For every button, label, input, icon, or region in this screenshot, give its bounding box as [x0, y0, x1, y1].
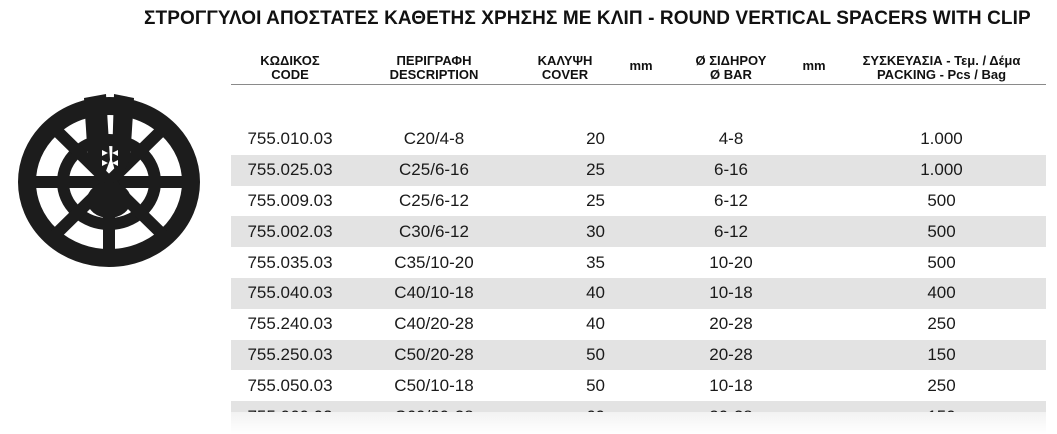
header-description: ΠΕΡΙΓΡΑΦΗ DESCRIPTION [389, 52, 479, 82]
cell-packing: 500 [927, 252, 956, 272]
header-divider [231, 84, 1046, 124]
cell-description: C40/20-28 [394, 314, 474, 334]
cell-bar: 10-18 [709, 375, 753, 395]
cell-cover: 35 [586, 252, 605, 272]
cell-cover: 30 [519, 216, 611, 247]
cell-bar: 20-28 [709, 314, 753, 334]
table-row [231, 216, 1046, 247]
cell-cover: 50 [586, 375, 605, 395]
cell-cover-unit-spacer [611, 340, 671, 371]
cell-packing: 1.000 [920, 129, 963, 149]
table-row [231, 278, 1046, 309]
header-cover-unit: mm [629, 57, 653, 73]
round-vertical-spacer-icon [14, 90, 204, 270]
cell-cover: 40 [519, 278, 611, 309]
cell-bar-unit-spacer [791, 278, 837, 309]
cell-cover-unit-spacer [611, 370, 671, 401]
cell-packing: 400 [837, 278, 1046, 309]
table-row [231, 186, 1046, 217]
cell-code: 755.002.03 [231, 216, 349, 247]
cell-bar-unit-spacer [791, 155, 837, 186]
cell-cover-unit-spacer [611, 216, 671, 247]
spacer-table [231, 44, 1046, 432]
cell-bar-unit-spacer [791, 186, 837, 217]
cell-code: 755.010.03 [247, 129, 333, 149]
table-row [231, 370, 1046, 401]
cell-bar: 4-8 [718, 129, 744, 149]
cell-code: 755.025.03 [231, 155, 349, 186]
cell-bar-unit-spacer [791, 247, 837, 278]
table-header-row [231, 44, 1046, 84]
cell-cover-unit-spacer [611, 247, 671, 278]
cell-cover: 25 [586, 190, 605, 210]
cell-cover-unit-spacer [611, 186, 671, 217]
cell-cover: 50 [519, 340, 611, 371]
cell-bar: 6-12 [713, 190, 749, 210]
cell-description: C20/4-8 [403, 129, 465, 149]
cell-packing: 1.000 [837, 155, 1046, 186]
cell-code: 755.250.03 [231, 340, 349, 371]
table-row [231, 155, 1046, 186]
cell-packing: 500 [927, 190, 956, 210]
cell-bar-unit-spacer [791, 370, 837, 401]
cell-bar-unit-spacer [791, 340, 837, 371]
cell-packing: 250 [927, 375, 956, 395]
header-bar-unit: mm [802, 57, 826, 73]
cell-cover-unit-spacer [611, 155, 671, 186]
cell-bar: 10-18 [671, 278, 791, 309]
cell-bar: 20-28 [671, 340, 791, 371]
spacer-table-container [231, 44, 1046, 432]
cell-cover-unit-spacer [611, 278, 671, 309]
cell-description: C25/6-12 [399, 190, 469, 210]
footer-shade [231, 412, 1046, 434]
cell-code: 755.050.03 [247, 375, 333, 395]
cell-bar: 6-12 [671, 216, 791, 247]
cell-cover: 40 [586, 314, 605, 334]
header-code: ΚΩΔΙΚΟΣ CODE [260, 52, 320, 82]
cell-cover: 25 [519, 155, 611, 186]
cell-packing: 500 [837, 216, 1046, 247]
cell-code: 755.240.03 [247, 314, 333, 334]
cell-description: C40/10-18 [349, 278, 519, 309]
table-row [231, 340, 1046, 371]
cell-description: C25/6-16 [349, 155, 519, 186]
cell-bar-unit-spacer [791, 124, 837, 155]
cell-description: C50/20-28 [349, 340, 519, 371]
cell-bar: 6-16 [671, 155, 791, 186]
table-body [231, 124, 1046, 432]
cell-description: C30/6-12 [349, 216, 519, 247]
cell-code: 755.040.03 [231, 278, 349, 309]
cell-packing: 250 [927, 314, 956, 334]
cell-cover-unit-spacer [611, 124, 671, 155]
cell-code: 755.035.03 [247, 252, 333, 272]
header-packing: ΣΥΣΚΕΥΑΣΙΑ - Τεμ. / Δέμα PACKING - Pcs / Bag [862, 52, 1021, 82]
cell-cover-unit-spacer [611, 309, 671, 340]
cell-bar-unit-spacer [791, 309, 837, 340]
cell-bar-unit-spacer [791, 216, 837, 247]
page-title: ΣΤΡΟΓΓΥΛΟΙ ΑΠΟΣΤΑΤΕΣ ΚΑΘΕΤΗΣ ΧΡΗΣΗΣ ΜΕ ΚΛΙΠ - ROUND VERTICAL SPACERS WITH CLIP [144, 8, 1031, 29]
table-row [231, 309, 1046, 340]
table-row [231, 247, 1046, 278]
cell-description: C50/10-18 [394, 375, 474, 395]
header-bar: Ø ΣΙΔΗΡΟΥ Ø BAR [695, 52, 767, 82]
table-row [231, 124, 1046, 155]
cell-description: C35/10-20 [394, 252, 474, 272]
cell-cover: 20 [586, 129, 605, 149]
cell-bar: 10-20 [709, 252, 753, 272]
cell-code: 755.009.03 [247, 190, 333, 210]
cell-packing: 150 [837, 340, 1046, 371]
header-cover: ΚΑΛΥΨΗ COVER [537, 52, 593, 82]
